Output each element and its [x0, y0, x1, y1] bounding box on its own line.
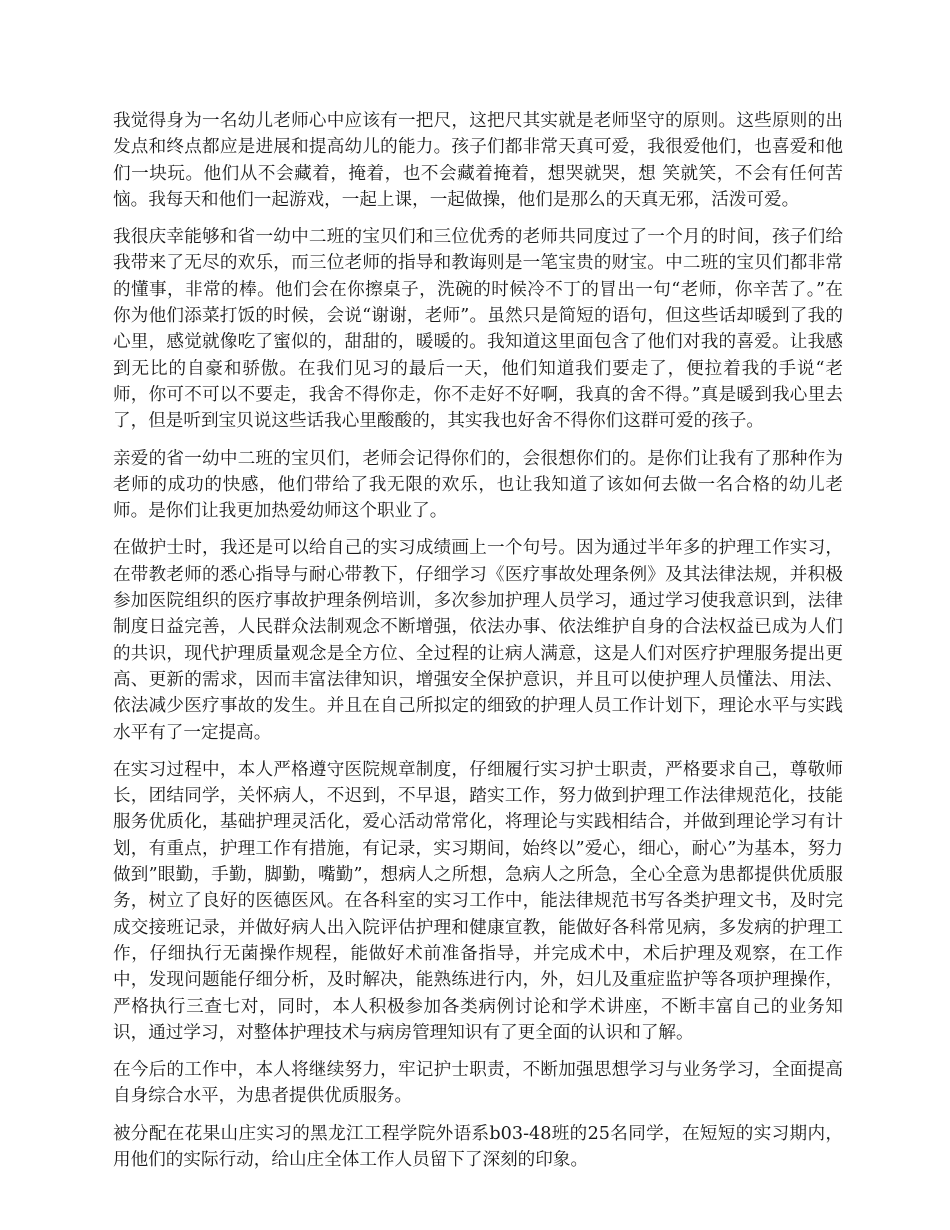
paragraph-6: 在今后的工作中，本人将继续努力，牢记护士职责，不断加强思想学习与业务学习，全面提高自身综合水平，为患者提供优质服务。: [113, 1060, 843, 1107]
paragraph-7: 被分配在花果山庄实习的黑龙江工程学院外语系b03-48班的25名同学，在短短的实习期内，用他们的实际行动，给山庄全体工作人员留下了深刻的印象。: [113, 1123, 843, 1170]
paragraph-3: 亲爱的省一幼中二班的宝贝们，老师会记得你们的，会很想你们的。是你们让我有了那种作为老师的成功的快感，他们带给了我无限的欢乐，也让我知道了该如何去做一名合格的幼儿老师。是你们让我更加热爱幼师这个职业了。: [113, 448, 843, 522]
paragraph-2: 我很庆幸能够和省一幼中二班的宝贝们和三位优秀的老师共同度过了一个月的时间，孩子们给我带来了无尽的欢乐，而三位老师的指导和教诲则是一笔宝贵的财宝。中二班的宝贝们都非常的懂事，非常的棒。他们会在你擦桌子，洗碗的时候冷不丁的冒出一句“老师，你辛苦了。”在你为他们添菜打饭的时候，会说“谢谢，老师”。虽然只是简短的语句，但这些话却暖到了我的心里，感觉就像吃了蜜似的，甜甜的，暖暖的。我知道这里面包含了他们对我的喜爱。让我感到无比的自豪和骄傲。在我们见习的最后一天，他们知道我们要走了，便拉着我的手说“老师，你可不可以不要走，我舍不得你走，你不走好不好啊，我真的舍不得。”真是暖到我心里去了，但是听到宝贝说这些话我心里酸酸的，其实我也好舍不得你们这群可爱的孩子。: [113, 227, 843, 432]
paragraph-4: 在做护士时，我还是可以给自己的实习成绩画上一个句号。因为通过半年多的护理工作实习，在带教老师的悉心指导与耐心带教下，仔细学习《医疗事故处理条例》及其法律法规，并积极参加医院组织的医疗事故护理条例培训，多次参加护理人员学习，通过学习使我意识到，法律制度日益完善，人民群众法制观念不断增强，依法办事、依法维护自身的合法权益已成为人们的共识，现代护理质量观念是全方位、全过程的让病人满意，这是人们对医疗护理服务提出更高、更新的需求，因而丰富法律知识，增强安全保护意识，并且可以使护理人员懂法、用法、依法减少医疗事故的发生。并且在自己所拟定的细致的护理人员工作计划下，理论水平与实践水平有了一定提高。: [113, 538, 843, 743]
document-body: [113, 108, 843, 1184]
paragraph-1: 我觉得身为一名幼儿老师心中应该有一把尺，这把尺其实就是老师坚守的原则。这些原则的出发点和终点都应是进展和提高幼儿的能力。孩子们都非常天真可爱，我很爱他们，也喜爱和他们一块玩。他们从不会藏着，掩着，也不会藏着掩着，想哭就哭，想 笑就笑，不会有任何苦恼。我每天和他们一起游戏，一起上课，一起做操，他们是那么的天真无邪，活泼可爱。: [113, 111, 843, 210]
paragraph-5: 在实习过程中，本人严格遵守医院规章制度，仔细履行实习护士职责，严格要求自己，尊敬师长，团结同学，关怀病人，不迟到，不早退，踏实工作，努力做到护理工作法律规范化，技能服务优质化，基础护理灵活化，爱心活动常常化，将理论与实践相结合，并做到理论学习有计划，有重点，护理工作有措施，有记录，实习期间，始终以”爱心，细心，耐心”为基本，努力做到”眼勤，手勤，脚勤，嘴勤”，想病人之所想，急病人之所急，全心全意为患都提供优质服务，树立了良好的医德医风。在各科室的实习工作中，能法律规范书写各类护理文书，及时完成交接班记录，并做好病人出入院评估护理和健康宣教，能做好各科常见病，多发病的护理工作，仔细执行无菌操作规程，能做好术前准备指导，并完成术中，术后护理及观察，在工作中，发现问题能仔细分析，及时解决，能熟练进行内，外，妇儿及重症监护等各项护理操作，严格执行三查七对，同时，本人积极参加各类病例讨论和学术讲座，不断丰富自己的业务知识，通过学习，对整体护理技术与病房管理知识有了更全面的认识和了解。: [113, 759, 843, 1043]
